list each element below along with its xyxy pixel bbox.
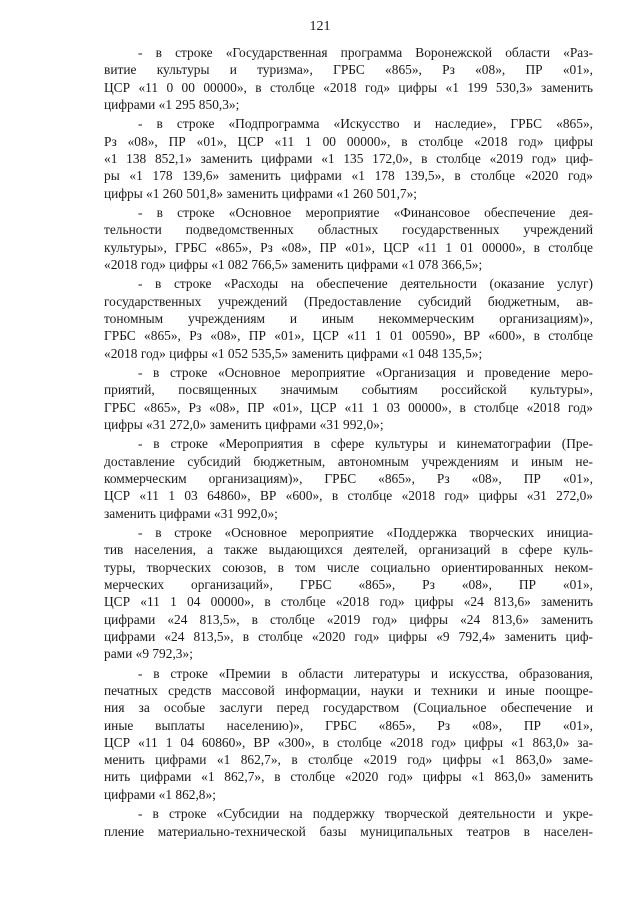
text-line: рами «9 792,3»; xyxy=(104,646,193,662)
text-line: тельности подведомственных областных государственных учреждений xyxy=(104,222,593,238)
text-line: приятий, посвященных значимым событиям российской культуры», xyxy=(104,382,593,398)
text-line: доставление субсидий бюджетным, автономным учреждениям и иным не- xyxy=(104,453,593,469)
paragraph xyxy=(104,665,593,803)
text-line: государственных учреждений (Предоставление субсидий бюджетным, ав- xyxy=(104,293,593,309)
document-body xyxy=(104,44,593,840)
text-line: - в строке «Основное мероприятие «Организация и проведение меро- xyxy=(138,365,593,381)
text-line: «1 138 852,1» заменить цифрами «1 135 172,0», в столбце «2019 год» циф- xyxy=(104,150,593,166)
paragraph xyxy=(104,524,593,662)
paragraph xyxy=(104,204,593,273)
text-line: - в строке «Государственная программа Воронежской области «Раз- xyxy=(138,45,593,60)
text-line: иные выплаты населению)», ГРБС «865», Рз «08», ПР «01», xyxy=(104,717,593,733)
text-line: тономным учреждениям и иным некоммерческим организациям)», xyxy=(104,311,593,327)
text-line: печатных средств массовой информации, науки и техники и иные поощре- xyxy=(104,683,593,698)
text-line: мерческих организаций», ГРБС «865», Рз «08», ПР «01», xyxy=(104,577,593,593)
text-line: цифры «31 272,0» заменить цифрами «31 992,0»; xyxy=(104,416,384,432)
text-line: - в строке «Основное мероприятие «Поддержка творческих инициа- xyxy=(138,525,593,541)
text-line: - в строке «Премии в области литературы и искусства, образования, xyxy=(138,665,593,681)
text-line: тив населения, а также выдающихся деятелей, организаций в сфере куль- xyxy=(104,542,593,558)
text-line: ЦСР «11 1 04 60860», ВР «300», в столбце «2018 год» цифры «1 863,0» за- xyxy=(104,734,593,750)
text-line: «2018 год» цифры «1 082 766,5» заменить цифрами «1 078 366,5»; xyxy=(104,256,483,272)
text-line: культуры», ГРБС «865», Рз «08», ПР «01», ЦСР «11 1 01 00000», в столбце xyxy=(104,239,593,255)
paragraph xyxy=(104,115,593,201)
text-line: пление материально-технической базы муниципальных театров в населен- xyxy=(104,823,593,839)
text-line: менить цифрами «1 862,7», в столбце «2019 год» цифры «1 863,0» заме- xyxy=(104,752,593,768)
text-line: ЦСР «11 1 03 64860», ВР «600», в столбце «2018 год» цифры «31 272,0» xyxy=(104,488,593,504)
text-line: - в строке «Основное мероприятие «Финансовое обеспечение дея- xyxy=(138,205,593,221)
text-line: ЦСР «11 1 04 00000», в столбце «2018 год» цифры «24 813,6» заменить xyxy=(104,594,593,610)
text-line: цифрами «24 813,5», в столбце «2020 год» цифры «9 792,4» заменить циф- xyxy=(104,628,593,644)
paragraph xyxy=(104,44,593,113)
text-line: ГРБС «865», Рз «08», ПР «01», ЦСР «11 1 03 00000», в столбце «2018 год» xyxy=(104,399,593,415)
text-line: ния за особые заслуги перед государством (Социальное обеспечение и xyxy=(104,700,593,716)
text-line: коммерческим организациям)», ГРБС «865», Рз «08», ПР «01», xyxy=(104,471,593,487)
text-line: цифрами «24 813,5», в столбце «2019 год» цифры «24 813,6» заменить xyxy=(104,611,593,627)
text-line: - в строке «Субсидии на поддержку творческой деятельности и укре- xyxy=(138,806,593,822)
text-line: ГРБС «865», Рз «08», ПР «01», ЦСР «11 1 01 00590», ВР «600», в столбце xyxy=(104,328,593,344)
text-line: ЦСР «11 0 00 00000», в столбце «2018 год» цифры «1 199 530,3» заменить xyxy=(104,79,593,95)
text-line: - в строке «Расходы на обеспечение деятельности (оказание услуг) xyxy=(138,276,593,292)
text-line: заменить цифрами «31 992,0»; xyxy=(104,505,278,521)
text-line: туры, творческих союзов, в том числе социально ориентированных неком- xyxy=(104,559,593,575)
paragraph xyxy=(104,435,593,521)
text-line: цифрами «1 295 850,3»; xyxy=(104,96,240,112)
text-line: нить цифрами «1 862,7», в столбце «2020 год» цифры «1 863,0» заменить xyxy=(104,769,593,785)
text-line: «2018 год» цифры «1 052 535,5» заменить цифрами «1 048 135,5»; xyxy=(104,345,483,361)
paragraph xyxy=(104,275,593,361)
text-line: - в строке «Мероприятия в сфере культуры и кинематографии (Пре- xyxy=(138,436,593,452)
paragraph xyxy=(104,805,593,840)
text-line: цифры «1 260 501,8» заменить цифрами «1 260 501,7»; xyxy=(104,185,418,201)
text-line: ры «1 178 139,6» заменить цифрами «1 178 139,5», в столбце «2020 год» xyxy=(104,168,593,184)
text-line: витие культуры и туризма», ГРБС «865», Рз «08», ПР «01», xyxy=(104,62,593,78)
text-line: цифрами «1 862,8»; xyxy=(104,786,216,802)
text-line: Рз «08», ПР «01», ЦСР «11 1 00 00000», в столбце «2018 год» цифры xyxy=(104,133,593,149)
paragraph xyxy=(104,364,593,433)
page-number: 121 xyxy=(309,19,331,34)
text-line: - в строке «Подпрограмма «Искусство и наследие», ГРБС «865», xyxy=(138,116,593,132)
